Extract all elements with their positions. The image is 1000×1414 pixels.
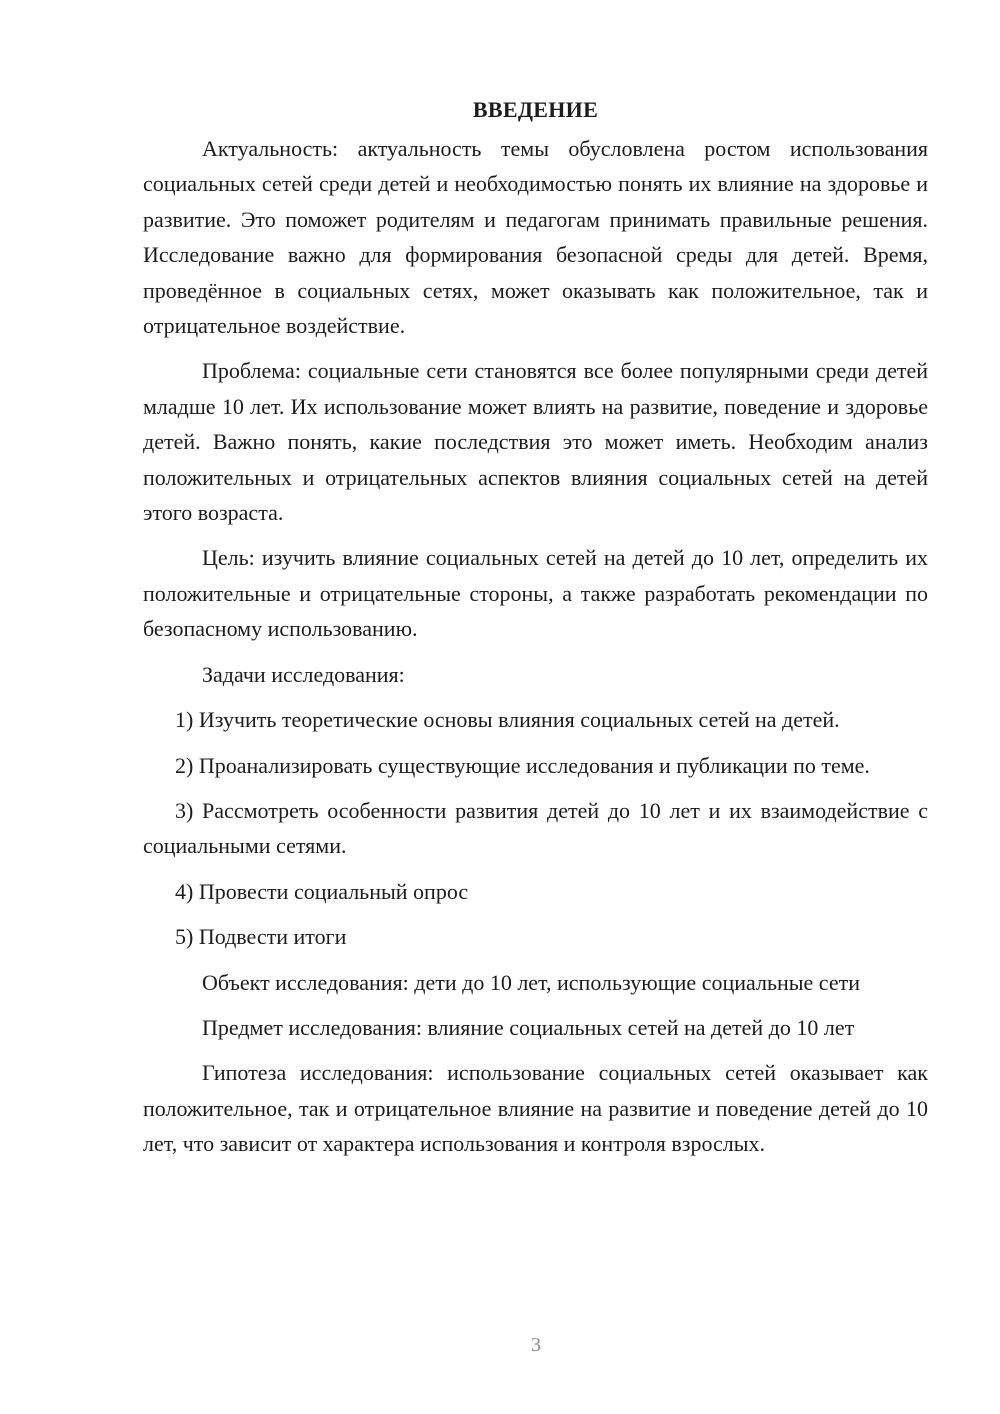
task-item-5: 5) Подвести итоги (175, 924, 347, 950)
paragraph-actuality: Актуальность: актуальность темы обусловлена ростом использования социальных сетей среди детей и необходимостью понять их влияние на здоровье и развитие. Это поможет родителям и педагогам принимать правильные решения. Исследование важно для формирования безопасной среды для детей. Время, проведённое в социальных сетях, может оказывать как положительное, так и отрицательное воздействие. (143, 136, 928, 339)
task-item-4: 4) Провести социальный опрос (175, 878, 469, 904)
tasks-title: Задачи исследования: (202, 661, 405, 687)
page-content (143, 95, 928, 1172)
section-heading: ВВЕДЕНИЕ (472, 97, 599, 122)
task-item-3: 3) Рассмотреть особенности развития детей до 10 лет и их взаимодействие с социальными сетями. (143, 797, 928, 859)
task-item-2: 2) Проанализировать существующие исследования и публикации по теме. (175, 752, 870, 778)
paragraph-subject: Предмет исследования: влияние социальных сетей на детей до 10 лет (202, 1014, 855, 1040)
paragraph-goal: Цель: изучить влияние социальных сетей на детей до 10 лет, определить их положительные и отрицательные стороны, а также разработать рекомендации по безопасному использованию. (143, 545, 928, 642)
page-number: 3 (531, 1334, 541, 1356)
paragraph-problem: Проблема: социальные сети становятся все более популярными среди детей младше 10 лет. Их использование может влиять на развитие, поведение и здоровье детей. Важно понять, какие последствия это может иметь. Необходим анализ положительных и отрицательных аспектов влияния социальных сетей на детей этого возраста. (143, 358, 928, 526)
paragraph-object: Объект исследования: дети до 10 лет, использующие социальные сети (202, 969, 860, 995)
task-item-1: 1) Изучить теоретические основы влияния социальных сетей на детей. (175, 707, 840, 733)
paragraph-hypothesis: Гипотеза исследования: использование социальных сетей оказывает как положительное, так и отрицательное влияние на развитие и поведение детей до 10 лет, что зависит от характера использования и контроля взрослых. (143, 1060, 928, 1157)
